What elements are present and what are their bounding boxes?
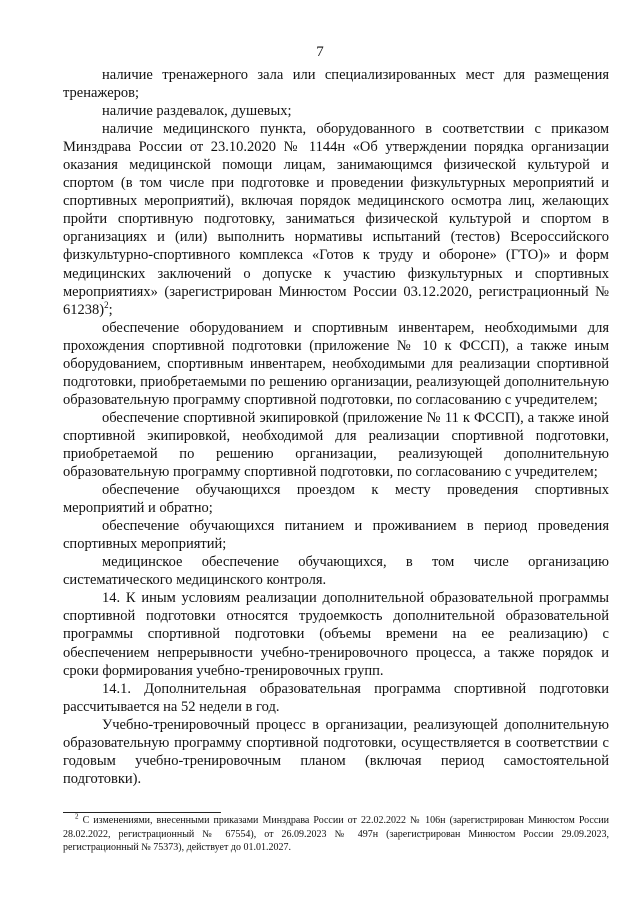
paragraph-travel: обеспечение обучающихся проездом к месту проведения спортивных мероприятий и обратно; xyxy=(63,482,609,517)
footnote-marker: 2 xyxy=(75,812,79,821)
page-number: 7 xyxy=(316,44,324,60)
paragraph-gym: наличие тренажерного зала или специализированных мест для размещения тренажеров; xyxy=(63,67,609,102)
body-text xyxy=(63,66,609,788)
footnote xyxy=(63,814,609,855)
paragraph-locker-rooms: наличие раздевалок, душевых; xyxy=(102,103,292,120)
footnote-paragraph xyxy=(63,814,609,855)
footnote-reference-punctuation: ; xyxy=(108,301,113,318)
footnote-reference: 2 xyxy=(104,299,109,310)
paragraph-medical-support: медицинское обеспечение обучающихся, в том числе организацию систематического медицинского контроля. xyxy=(63,554,609,589)
paragraph-training-process: Учебно-тренировочный процесс в организации, реализующей дополнительную образовательную программу спортивной подготовки, осуществляется в соответствии с годовым учебно-тренировочным планом (включая период самостоятельной подготовки). xyxy=(63,716,609,787)
footnote-divider xyxy=(63,812,221,813)
paragraph-section-14-1: 14.1. Дополнительная образовательная программа спортивной подготовки рассчитывается на 52 недели в год. xyxy=(63,680,609,715)
paragraph-sports-gear: обеспечение спортивной экипировкой (приложение № 11 к ФССП), а также иной спортивной экипировкой, необходимой для реализации спортивной подготовки, приобретаемой по решению организации, реализующей дополнительную образовательную программу спортивной подготовки, по согласованию с учредителем; xyxy=(63,409,609,481)
footnote-text: С изменениями, внесенными приказами Минздрава России от 22.02.2022 № 106н (зарегистрирован Минюстом России 28.02.2022, регистрационный № 67554), от 26.09.2023 № 497н (зарегистрирован Минюстом России 29.09.2023, регистрационный № 75373), действует до 01.01.2027. xyxy=(63,815,609,853)
paragraph-medical-point-text: наличие медицинского пункта, оборудованного в соответствии с приказом Минздрава России от 23.10.2020 № 1144н «Об утверждении порядка организации оказания медицинской помощи лицам, занимающимся физической культурой и спортом (в том числе при подготовке и проведении физкультурных мероприятий и спортивных мероприятий), включая порядок медицинского осмотра лиц, желающих пройти спортивную подготовку, заниматься физической культурой и спортом в организациях и (или) выполнить нормативы испытаний (тестов) Всероссийского физкультурно-спортивного комплекса «Готов к труду и обороне» (ГТО)» и форм медицинских заключений о допуске к участию физкультурных и спортивных мероприятиях» (зарегистрирован Минюстом России 03.12.2020, регистрационный № 61238) xyxy=(63,121,609,318)
paragraph-medical-point xyxy=(63,120,609,319)
paragraph-meals: обеспечение обучающихся питанием и проживанием в период проведения спортивных мероприятий; xyxy=(63,518,609,553)
paragraph-equipment: обеспечение оборудованием и спортивным инвентарем, необходимыми для прохождения спортивной подготовки (приложение № 10 к ФССП), а также иным оборудованием, спортивным инвентарем, необходимыми для реализации спортивной подготовки, приобретаемыми по решению организации, реализующей дополнительную образовательную программу спортивной подготовки, по согласованию с учредителем; xyxy=(63,319,609,408)
paragraph-section-14: 14. К иным условиям реализации дополнительной образовательной программы спортивной подготовки относятся трудоемкость дополнительной образовательной программы спортивной подготовки (объемы времени на ее реализацию) с обеспечением непрерывности учебно-тренировочного процесса, а также порядок и сроки формирования учебно-тренировочных групп. xyxy=(63,590,609,679)
